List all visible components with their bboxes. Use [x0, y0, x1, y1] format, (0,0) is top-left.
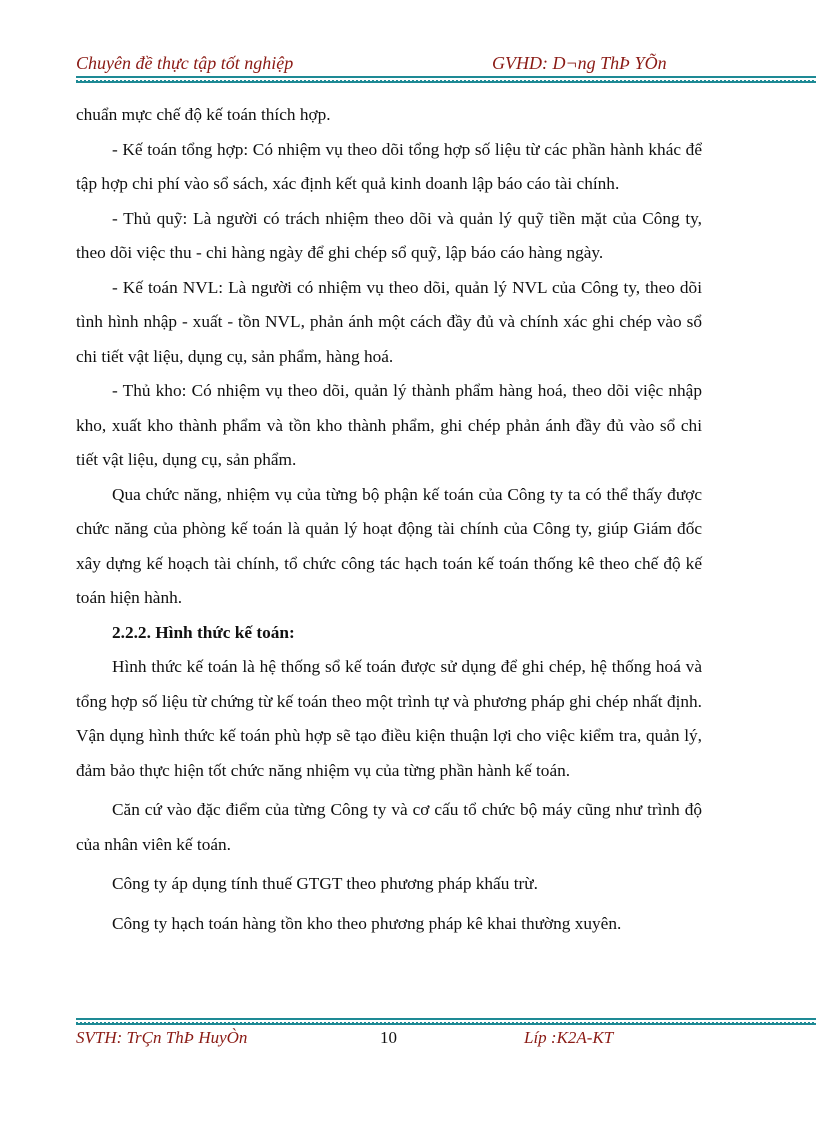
- page-footer: [76, 1028, 816, 1052]
- page-number: 10: [380, 1028, 397, 1047]
- paragraph: Công ty hạch toán hàng tồn kho theo phương pháp kê khai thường xuyên.: [112, 913, 622, 933]
- class-label: Líp :K2A-KT: [524, 1028, 614, 1047]
- paragraph: - Thủ quỹ: Là người có trách nhiệm theo dõi và quản lý quỹ tiền mặt của Công ty, theo dõi việc thu - chi hàng ngày để ghi chép sổ quỹ, lập báo cáo hàng ngày.: [76, 208, 702, 262]
- document-body: [76, 98, 702, 941]
- paragraph: - Kế toán tổng hợp: Có nhiệm vụ theo dõi tổng hợp số liệu từ các phần hành khác để tập hợp chi phí vào sổ sách, xác định kết quả kinh doanh lập báo cáo tài chính.: [76, 139, 702, 193]
- paragraph: - Kế toán NVL: Là người có nhiệm vụ theo dõi, quản lý NVL của Công ty, theo dõi tình hình nhập - xuất - tồn NVL, phản ánh một cách đầy đủ và chính xác ghi chép vào sổ chi tiết vật liệu, dụng cụ, sản phẩm, hàng hoá.: [76, 277, 702, 366]
- supervisor-name: GVHD: D¬ng ThÞ YÕn: [492, 53, 667, 73]
- footer-divider: [76, 1018, 816, 1025]
- paragraph: Công ty áp dụng tính thuế GTGT theo phương pháp khấu trừ.: [112, 874, 538, 893]
- paragraph: - Thủ kho: Có nhiệm vụ theo dõi, quản lý thành phẩm hàng hoá, theo dõi việc nhập kho, xuất kho thành phẩm và tồn kho thành phẩm, ghi chép phản ánh đầy đủ vào sổ chi tiết vật liệu, dụng cụ, sản phẩm.: [76, 381, 702, 469]
- document-title: Chuyên đề thực tập tốt nghiệp: [76, 53, 294, 73]
- header-divider: [76, 76, 816, 83]
- paragraph: Căn cứ vào đặc điểm của từng Công ty và cơ cấu tổ chức bộ máy cũng như trình độ của nhân viên kế toán.: [76, 800, 702, 854]
- paragraph: chuẩn mực chế độ kế toán thích hợp.: [76, 105, 331, 124]
- paragraph: Qua chức năng, nhiệm vụ của từng bộ phận kế toán của Công ty ta có thể thấy được chức năng của phòng kế toán là quản lý hoạt động tài chính của Công ty, giúp Giám đốc xây dựng kế hoạch tài chính, tổ chức công tác hạch toán kế toán thống kê theo chế độ kế toán hiện hành.: [76, 484, 702, 607]
- paragraph: Hình thức kế toán là hệ thống sổ kế toán được sử dụng để ghi chép, hệ thống hoá và tổng hợp số liệu từ chứng từ kế toán theo một trình tự và phương pháp ghi chép nhất định. Vận dụng hình thức kế toán phù hợp sẽ tạo điều kiện thuận lợi cho việc kiểm tra, quản lý, đảm bảo thực hiện tốt chức năng nhiệm vụ của từng phần hành kế toán.: [76, 657, 702, 780]
- student-name: SVTH: TrÇn ThÞ HuyÒn: [76, 1028, 248, 1047]
- section-heading: 2.2.2. Hình thức kế toán:: [112, 622, 295, 642]
